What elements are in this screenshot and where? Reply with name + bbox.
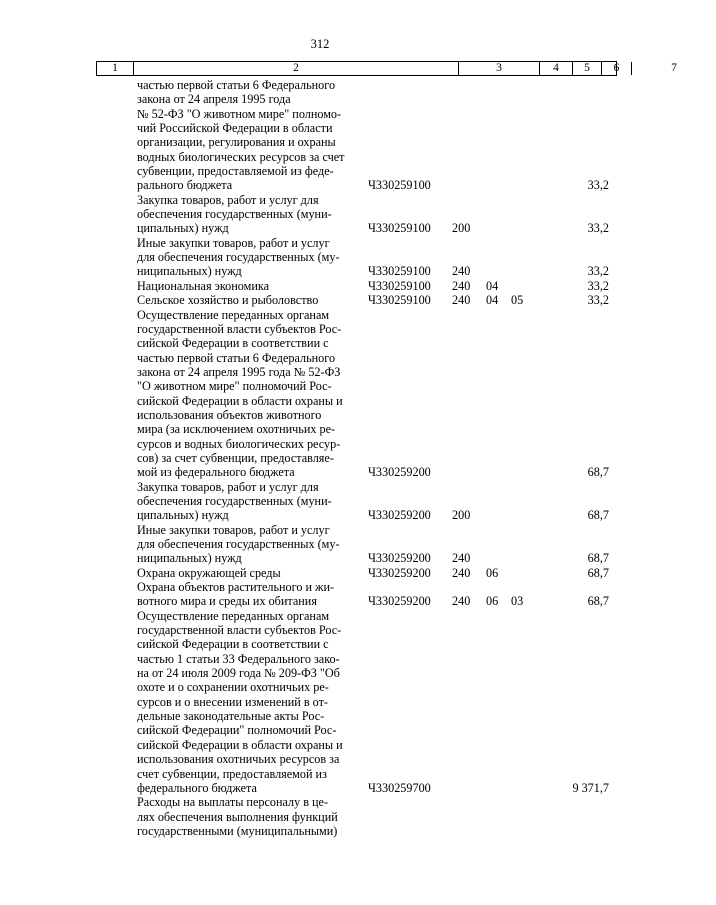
amount: 33,2	[587, 221, 609, 236]
expense-type: 240	[452, 565, 471, 580]
header-col-1: 1	[112, 62, 118, 74]
amount: 68,7	[587, 594, 609, 609]
table-row	[0, 308, 640, 480]
row-description: Иные закупки товаров, работ и услуг для обеспечения государственных (му- ниципальных) нужд	[137, 522, 340, 566]
table-row	[0, 193, 640, 236]
row-description: Национальная экономика	[137, 278, 270, 293]
page-number: 312	[310, 37, 330, 51]
header-col-6: 6	[613, 62, 620, 74]
target-article-code: Ч330259100	[368, 221, 431, 236]
target-article-code: Ч330259200	[368, 508, 431, 523]
table-row	[0, 279, 640, 293]
target-article-code: Ч330259700	[368, 780, 431, 795]
target-article-code: Ч330259100	[368, 293, 431, 308]
header-col-7: 7	[671, 62, 677, 74]
table-body	[0, 78, 640, 838]
amount: 33,2	[587, 278, 609, 293]
expense-type: 240	[452, 551, 471, 566]
row-description: Охрана окружающей среды	[137, 565, 281, 580]
amount: 68,7	[587, 565, 609, 580]
row-description: Осуществление переданных органам государственной власти субъектов Рос- сийской Федерации в соответствии с частью первой статьи 6 Федерального закона от 24 апреля 1995 года № 52-ФЗ "О животном мире" полномочий Рос- сийской Федерации в области охраны и использования объектов животного мира (за исключением охотничьих ре- сурсов и водных биологических ресур- сов) за счет субвенции, предоставляе- мой из федерального бюджета	[137, 307, 343, 480]
header-col-3: 3	[496, 62, 502, 74]
amount: 68,7	[587, 551, 609, 566]
amount: 33,2	[587, 293, 609, 308]
section-code: 06	[486, 565, 499, 580]
header-col-5: 5	[584, 62, 590, 74]
target-article-code: Ч330259200	[368, 565, 431, 580]
table-row	[0, 293, 640, 307]
subsection-code: 05	[511, 293, 524, 308]
table-row	[0, 523, 640, 566]
header-col-2: 2	[293, 62, 299, 74]
amount: 33,2	[587, 264, 609, 279]
table-row	[0, 236, 640, 279]
section-code: 04	[486, 278, 499, 293]
amount: 68,7	[587, 465, 609, 480]
row-description: Иные закупки товаров, работ и услуг для обеспечения государственных (му- ниципальных) нужд	[137, 235, 340, 279]
section-code: 04	[486, 293, 499, 308]
target-article-code: Ч330259200	[368, 594, 431, 609]
row-description: Сельское хозяйство и рыболовство	[137, 293, 319, 308]
amount: 9 371,7	[572, 780, 609, 795]
row-description: Закупка товаров, работ и услуг для обеспечения государственных (муни- ципальных) нужд	[137, 479, 332, 523]
expense-type: 240	[452, 594, 471, 609]
target-article-code: Ч330259200	[368, 465, 431, 480]
expense-type: 240	[452, 264, 471, 279]
row-description: Закупка товаров, работ и услуг для обеспечения государственных (муни- ципальных) нужд	[137, 192, 332, 236]
expense-type: 200	[452, 221, 471, 236]
header-col-4: 4	[553, 62, 559, 74]
target-article-code: Ч330259100	[368, 264, 431, 279]
table-header	[96, 61, 677, 76]
subsection-code: 03	[511, 594, 524, 609]
row-description: частью первой статьи 6 Федерального закона от 24 апреля 1995 года № 52-ФЗ "О животном мире" полномо- чий Российской Федерации в области организации, регулирования и охраны водных биологических ресурсов за счет субвенции, предоставляемой из феде- рального бюджета	[137, 78, 345, 193]
table-row	[0, 480, 640, 523]
table-row	[0, 609, 640, 795]
table-row	[0, 795, 640, 838]
target-article-code: Ч330259200	[368, 551, 431, 566]
row-description: Осуществление переданных органам государственной власти субъектов Рос- сийской Федерации в соответствии с частью 1 статьи 33 Федерального зако- на от 24 июля 2009 года № 209-ФЗ "Об охоте и о сохранении охотничьих ре- сурсов и о внесении изменений в от- дельные законодательные акты Рос- сийской Федерации" полномочий Рос- сийской Федерации в области охраны и использования охотничьих ресурсов за счет субвенции, предоставляемой из федерального бюджета	[137, 608, 343, 795]
target-article-code: Ч330259100	[368, 178, 431, 193]
amount: 68,7	[587, 508, 609, 523]
amount: 33,2	[587, 178, 609, 193]
target-article-code: Ч330259100	[368, 278, 431, 293]
expense-type: 240	[452, 278, 471, 293]
table-row	[0, 566, 640, 580]
expense-type: 240	[452, 293, 471, 308]
expense-type: 200	[452, 508, 471, 523]
row-description: Охрана объектов растительного и жи- вотного мира и среды их обитания	[137, 580, 335, 609]
table-row	[0, 580, 640, 609]
table-row	[0, 78, 640, 193]
section-code: 06	[486, 594, 499, 609]
row-description: Расходы на выплаты персоналу в це- лях обеспечения выполнения функций государственными (муниципальными)	[137, 795, 338, 838]
